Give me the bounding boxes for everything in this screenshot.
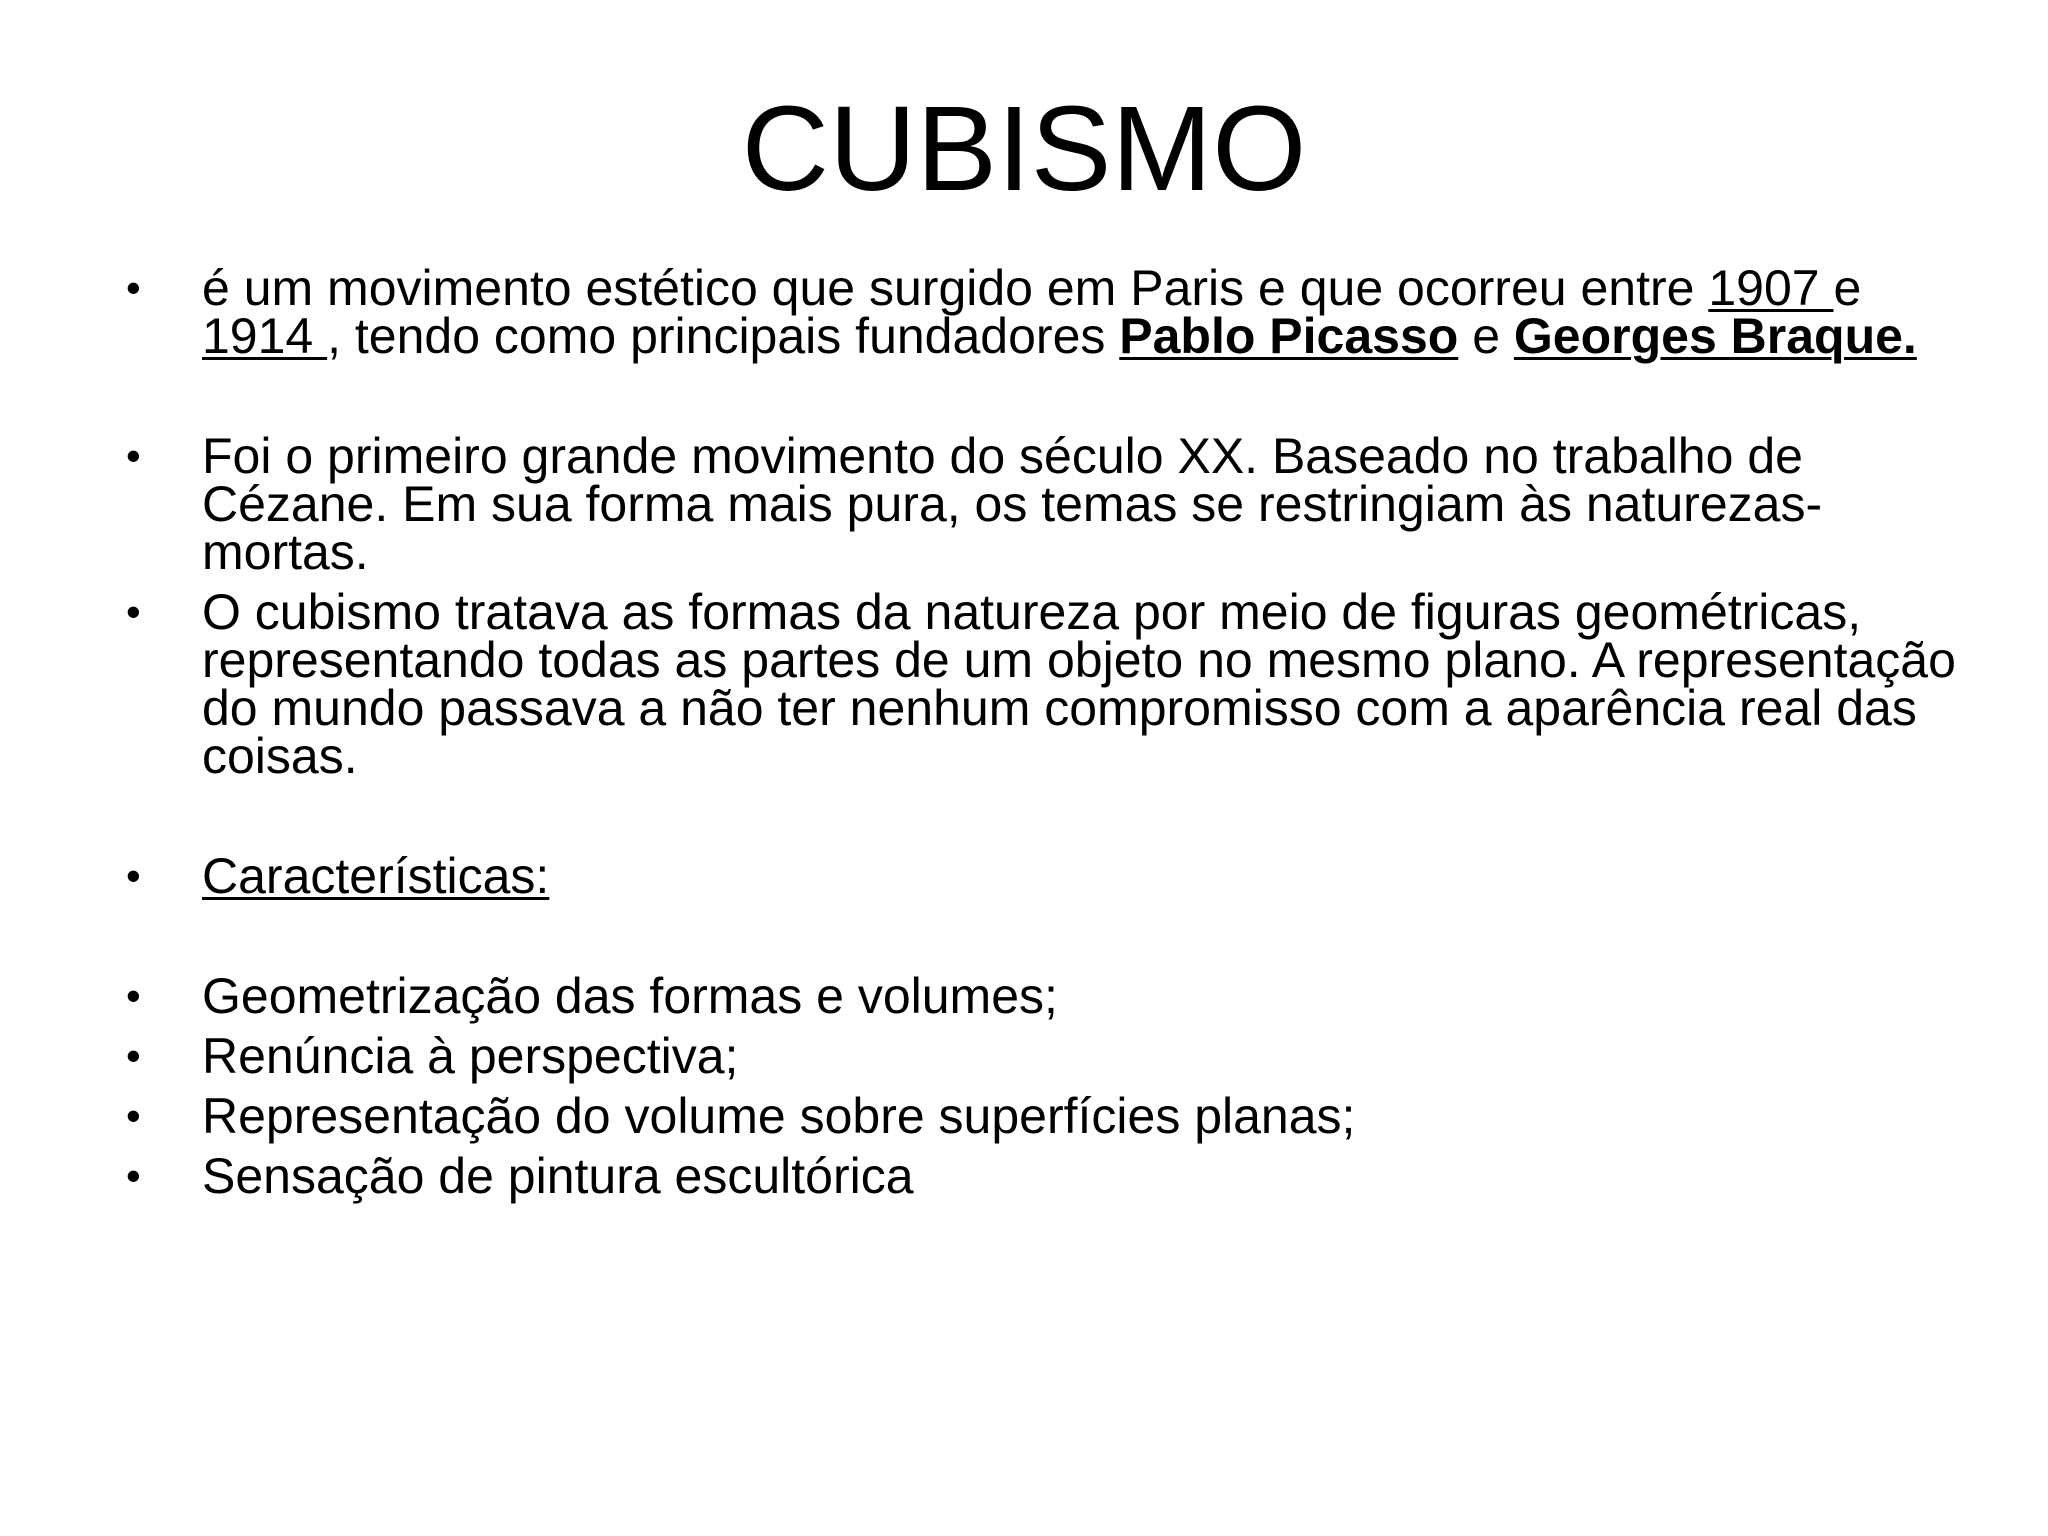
bullet-icon: •	[126, 1032, 141, 1079]
bullet-icon: •	[126, 432, 141, 479]
bullet-icon: •	[126, 972, 141, 1019]
intro-text-4: e	[1458, 308, 1514, 364]
characteristic-item	[120, 1148, 1960, 1204]
bullet-item-forms	[120, 584, 1960, 784]
characteristic-text: Renúncia à perspectiva;	[202, 1028, 739, 1084]
year-1914: 1914	[202, 308, 328, 364]
characteristic-item	[120, 1028, 1960, 1084]
year-1907: 1907	[1708, 260, 1834, 316]
intro-text-3: , tendo como principais fundadores	[327, 308, 1120, 364]
bullet-icon: •	[126, 264, 141, 311]
forms-text: O cubismo tratava as formas da natureza por meio de figuras geométricas, representando todas as partes de um objeto no mesmo plano. A representação do mundo passava a não ter nenhum compromisso com a aparência real das coisas.	[202, 584, 1956, 784]
characteristic-item	[120, 1088, 1960, 1144]
intro-text-2: e	[1833, 260, 1862, 316]
characteristic-text: Sensação de pintura escultórica	[202, 1148, 914, 1204]
founder-picasso: Pablo Picasso	[1119, 308, 1459, 364]
characteristic-item	[120, 968, 1960, 1024]
bullet-icon: •	[126, 588, 141, 635]
first-movement-text: Foi o primeiro grande movimento do século XX. Baseado no trabalho de Cézane. Em sua forma mais pura, os temas se restringiam às naturezas-mortas.	[202, 428, 1823, 580]
intro-text-1: é um movimento estético que surgido em Paris e que ocorreu entre	[202, 260, 1709, 316]
bullet-item-characteristics-heading	[120, 848, 1960, 904]
bullet-icon: •	[126, 1092, 141, 1139]
characteristic-text: Representação do volume sobre superfícies planas;	[202, 1088, 1356, 1144]
bullet-icon: •	[126, 1152, 141, 1199]
bullet-item-first-movement	[120, 428, 1960, 580]
characteristics-heading: Características:	[202, 848, 550, 904]
characteristic-text: Geometrização das formas e volumes;	[202, 968, 1058, 1024]
bullet-list	[120, 260, 1960, 1204]
bullet-icon: •	[126, 852, 141, 899]
bullet-item-intro	[120, 260, 1960, 364]
slide-title: CUBISMO	[741, 80, 1307, 216]
founder-braque: Georges Braque.	[1513, 308, 1917, 364]
